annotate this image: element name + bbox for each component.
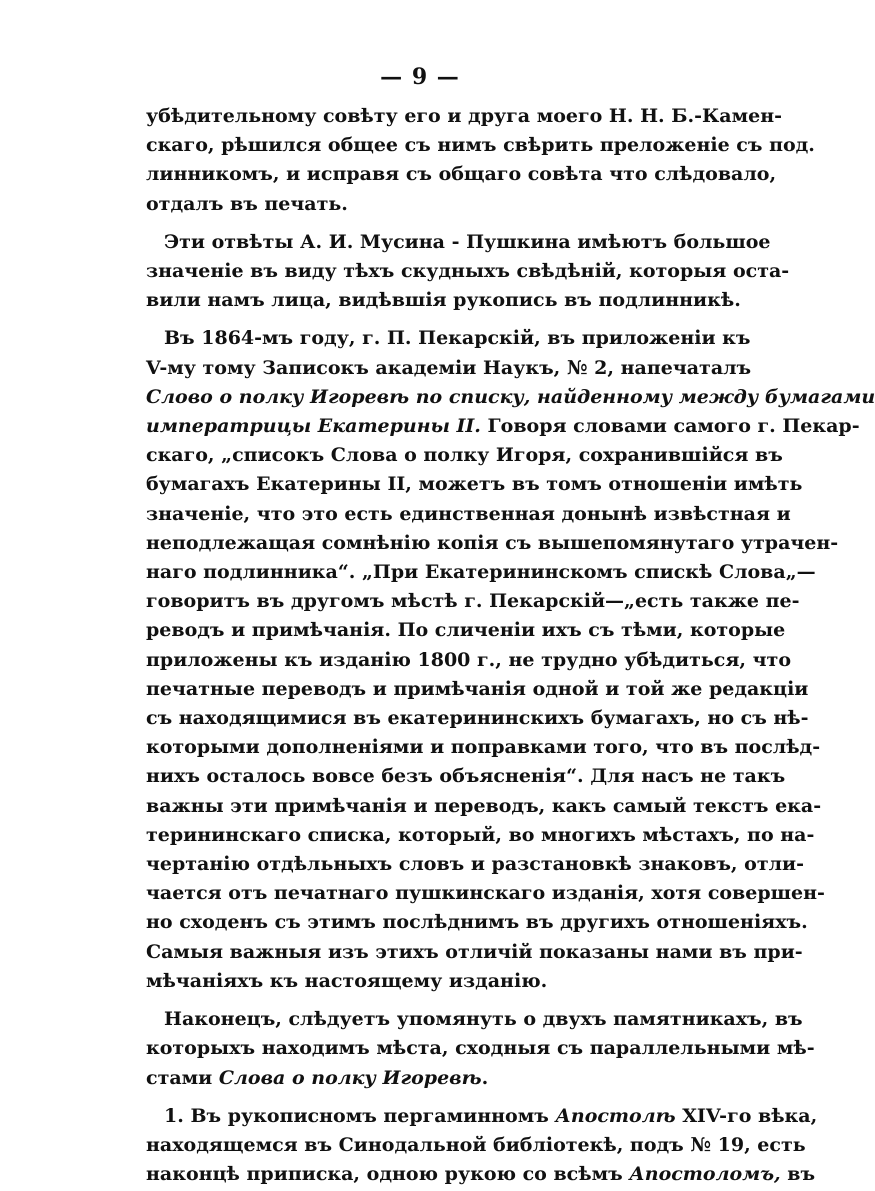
text-line: чается отъ печатнаго пушкинскаго изданія, хотя совершен- bbox=[146, 882, 825, 905]
text-line: неподлежащая сомнѣнію копія съ вышепомянутаго утрачен- bbox=[146, 531, 839, 554]
text-line: реводъ и примѣчанія. По сличеніи ихъ съ тѣми, которые bbox=[146, 619, 786, 642]
italic-text: императрицы Екатерины II. bbox=[146, 415, 481, 438]
text-line: убѣдительному совѣту его и друга моего Н. Н. Б.-Камен- bbox=[146, 105, 782, 127]
text-line bbox=[146, 1102, 818, 1131]
text-line: съ находящимися въ екатерининскихъ бумагахъ, но съ нѣ- bbox=[146, 707, 809, 730]
paragraph-1 bbox=[146, 102, 815, 219]
text-line: которыхъ находимъ мѣста, сходныя съ параллельными мѣ- bbox=[146, 1037, 815, 1060]
text-line: скаго, „списокъ Слова о полку Игоря, сохранившійся въ bbox=[146, 444, 783, 467]
text-line: отдалъ въ печать. bbox=[146, 192, 348, 215]
text-segment: . bbox=[481, 1066, 489, 1089]
text-line: Въ 1864-мъ году, г. П. Пекарскій, въ приложеніи къ bbox=[164, 327, 751, 350]
text-segment: въ bbox=[780, 1163, 816, 1186]
text-line: бумагахъ Екатерины II, можетъ въ томъ отношеніи имѣть bbox=[146, 473, 803, 496]
text-line: говоритъ въ другомъ мѣстѣ г. Пекарскій—„есть также пе- bbox=[146, 590, 800, 613]
text-line: терининскаго списка, который, во многихъ мѣстахъ, по на- bbox=[146, 823, 815, 846]
paragraph-5 bbox=[146, 1102, 818, 1190]
text-segment: XIV-го вѣка, bbox=[675, 1104, 818, 1127]
text-segment: стами bbox=[146, 1066, 219, 1089]
text-line: приложены къ изданію 1800 г., не трудно убѣдиться, что bbox=[146, 648, 791, 671]
text-line: которыми дополненіями и поправками того, что въ послѣд- bbox=[146, 736, 821, 759]
text-line bbox=[146, 1160, 816, 1189]
page-number: — 9 — bbox=[380, 64, 460, 90]
text-line: но сходенъ съ этимъ послѣднимъ въ другихъ отношеніяхъ. bbox=[146, 911, 808, 934]
text-line: чертанію отдѣльныхъ словъ и разстановкѣ знаковъ, отли- bbox=[146, 853, 804, 876]
text-line: находящемся въ Синодальной библіотекѣ, подъ № 19, есть bbox=[146, 1133, 806, 1156]
paragraph-2 bbox=[146, 228, 790, 316]
text-line: наго подлинника“. „При Екатерининскомъ спискѣ Слова„— bbox=[146, 561, 816, 584]
text-segment: 1. Въ рукописномъ пергаминномъ bbox=[164, 1104, 556, 1127]
text-line bbox=[146, 1064, 702, 1093]
text-segment: наконцѣ приписка, одною рукою со всѣмъ bbox=[146, 1163, 630, 1186]
text-line: значеніе въ виду тѣхъ скудныхъ свѣдѣній, которыя оста- bbox=[146, 260, 790, 283]
text-line: важны эти примѣчанія и переводъ, какъ самый текстъ ека- bbox=[146, 794, 822, 817]
text-line: Эти отвѣты А. И. Мусина - Пушкина имѣютъ большое bbox=[164, 230, 771, 253]
text-line bbox=[146, 412, 860, 441]
text-line: линникомъ, и исправя съ общаго совѣта что слѣдовало, bbox=[146, 163, 777, 186]
italic-title-line: Слово о полку Игоревѣ по списку, найденному между бумагами bbox=[146, 385, 875, 408]
italic-text: Апостолѣ bbox=[555, 1104, 676, 1127]
text-line: Наконецъ, слѣдуетъ упомянуть о двухъ памятникахъ, въ bbox=[164, 1008, 803, 1031]
text-line: скаго, рѣшился общее съ нимъ свѣрить преложеніе съ под. bbox=[146, 134, 815, 157]
text-line: Самыя важныя изъ этихъ отличій показаны нами въ при- bbox=[146, 940, 803, 963]
text-line: значеніе, что это есть единственная донынѣ извѣстная и bbox=[146, 502, 791, 525]
text-line: печатные переводъ и примѣчанія одной и той же редакціи bbox=[146, 677, 809, 700]
text-line: нихъ осталось вовсе безъ объясненія“. Для насъ не такъ bbox=[146, 765, 786, 788]
body-text bbox=[146, 102, 875, 1189]
text-line: вили намъ лица, видѣвшія рукопись въ подлинникѣ. bbox=[146, 289, 741, 312]
paragraph-4 bbox=[146, 1005, 815, 1093]
text-segment: Говоря словами самого г. Пекар- bbox=[480, 415, 860, 438]
italic-text: Апостоломъ, bbox=[629, 1163, 781, 1186]
paragraph-3 bbox=[146, 324, 875, 996]
text-line: V-му тому Записокъ академіи Наукъ, № 2, напечаталъ bbox=[146, 356, 752, 379]
text-line: мѣчаніяхъ къ настоящему изданію. bbox=[146, 969, 548, 992]
italic-text: Слова о полку Игоревѣ bbox=[218, 1066, 482, 1089]
